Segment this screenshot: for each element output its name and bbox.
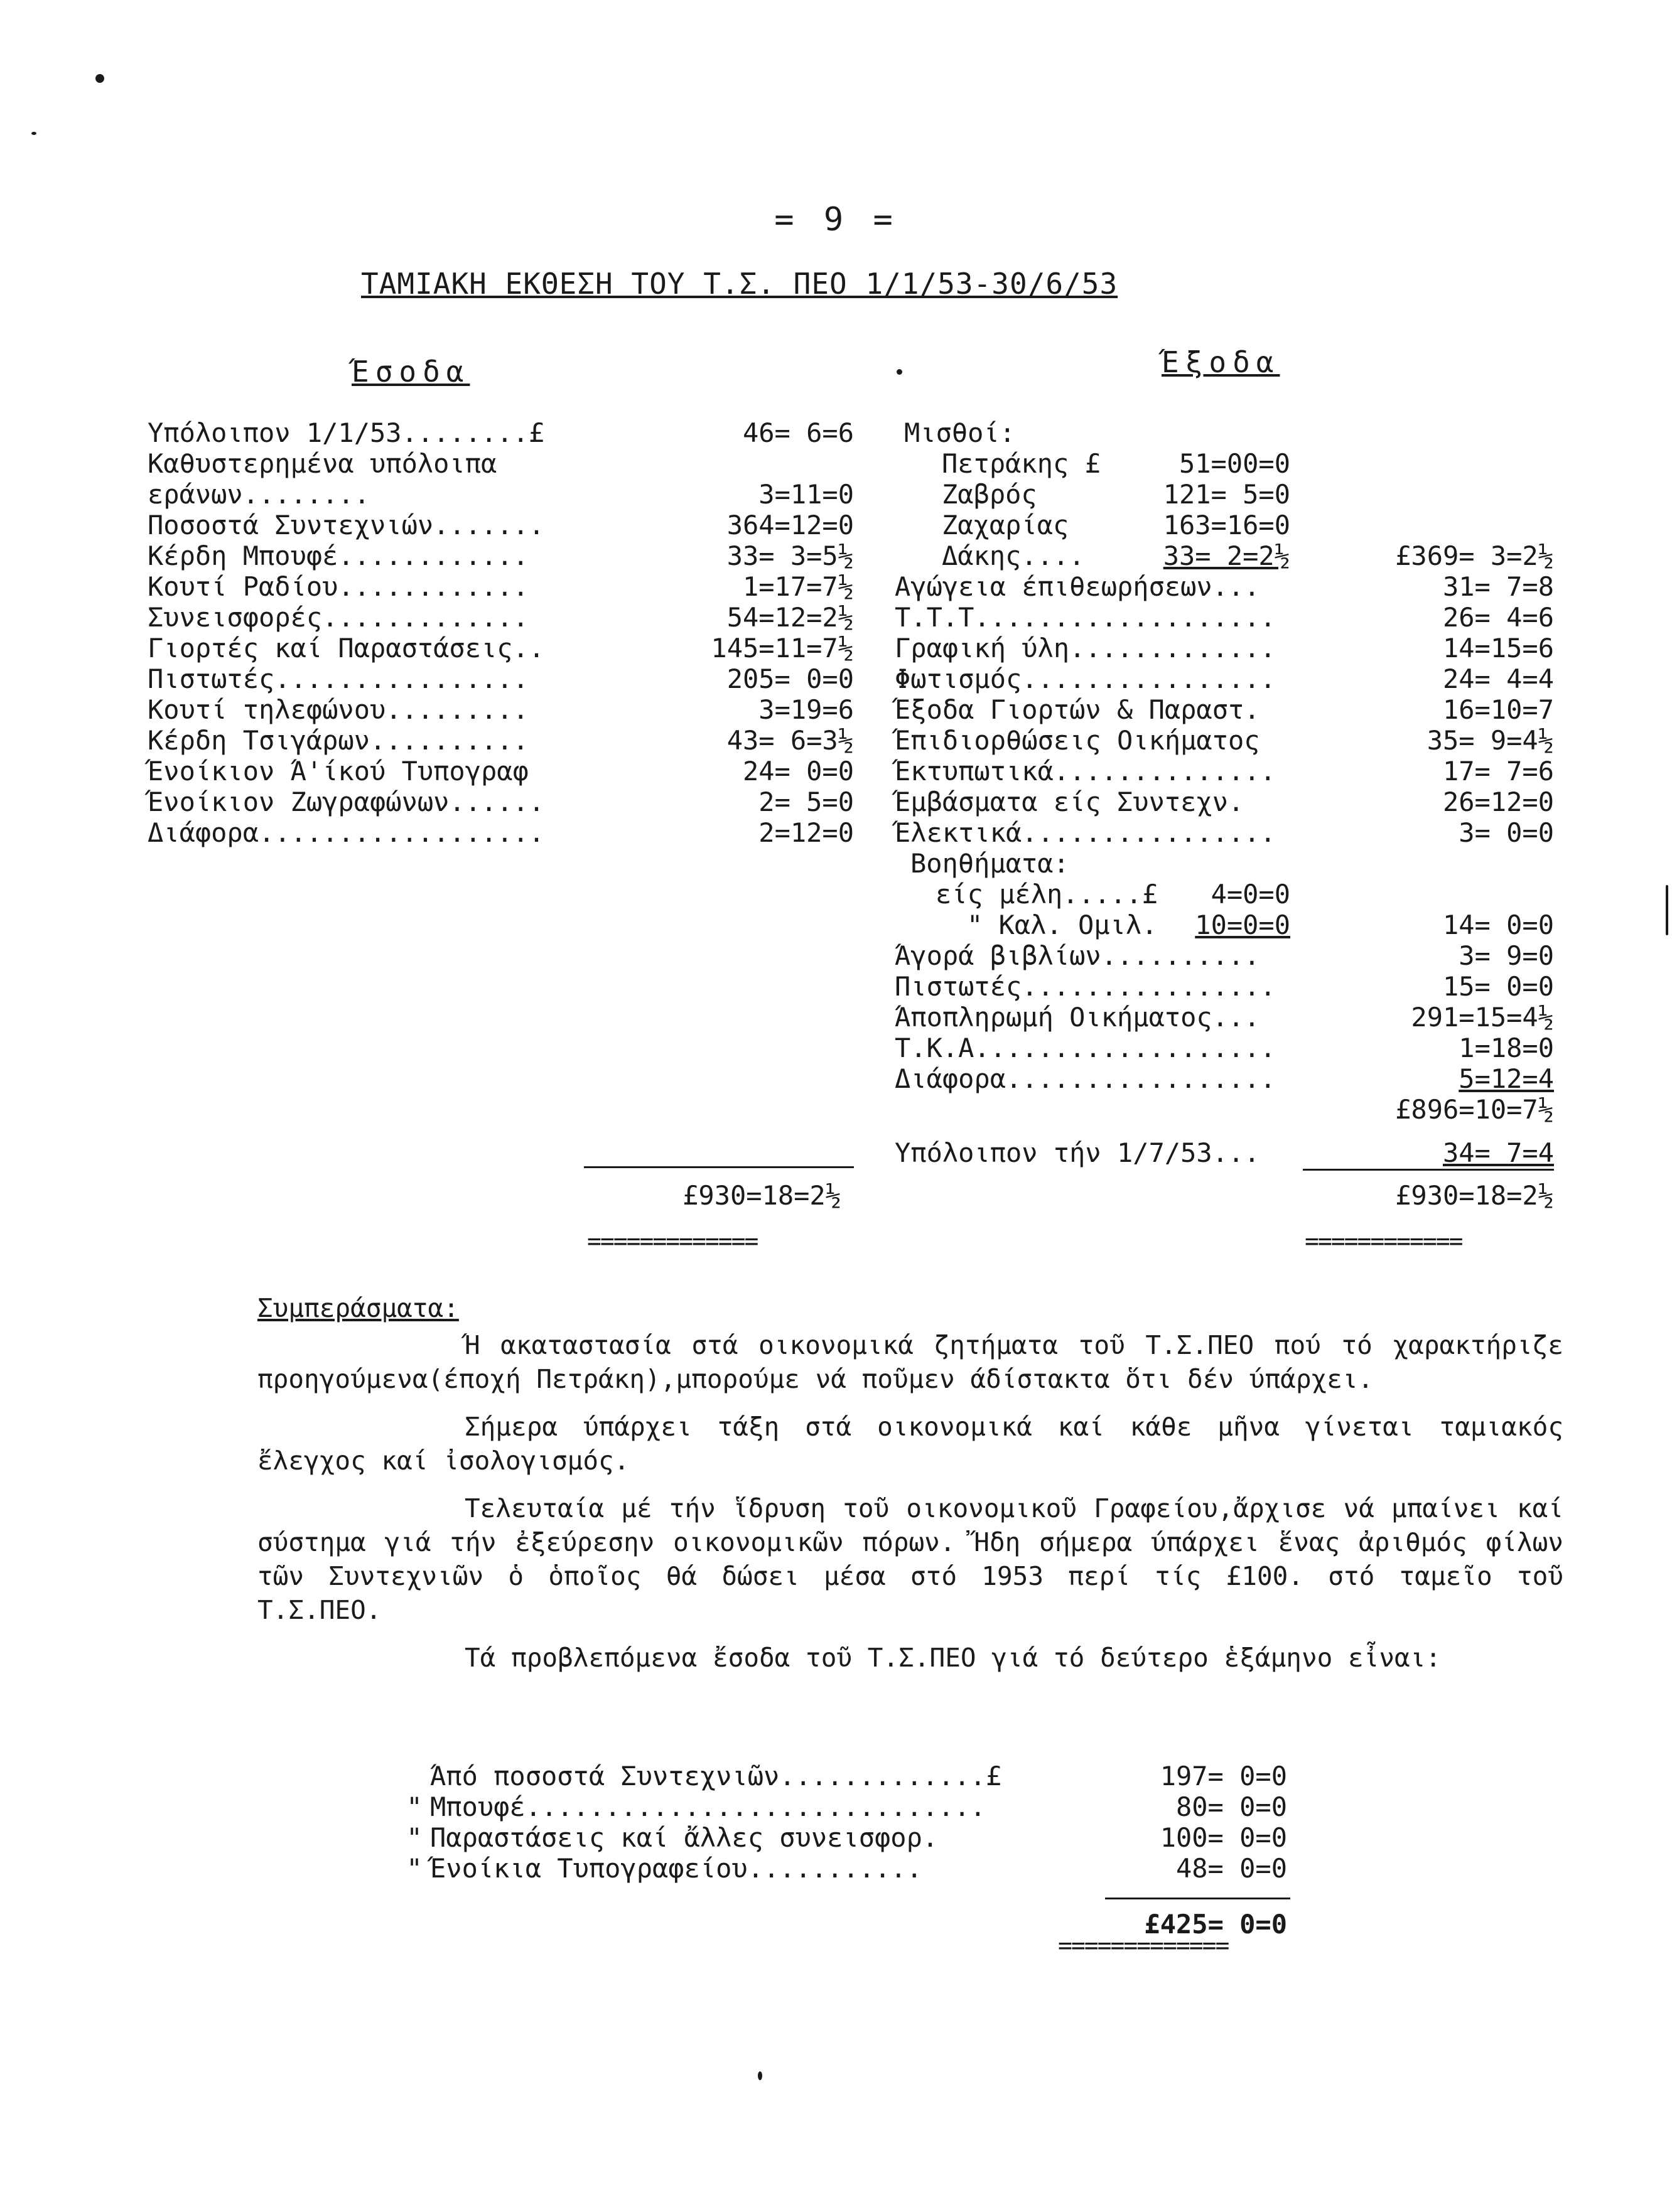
expense-row-amount: 26= 4=6 [1442,602,1554,633]
expense-row [895,1033,1560,1063]
expense-row [895,971,1560,1002]
income-row [148,817,857,848]
expense-row [895,633,1560,663]
income-row-label: Ποσοστά Συντεχνιών....... [148,510,545,540]
expected-double-rule: ============= [1058,1931,1229,1959]
expense-row [895,756,1560,787]
income-row [148,479,857,510]
expense-row-amount: 291=15=4½ [1411,1002,1554,1033]
expected-row-amount: 197= 0=0 [1160,1761,1287,1791]
expense-row-label: Άγορά βιβλίων.......... [895,940,1260,971]
expense-row-amount: 26=12=0 [1442,787,1554,817]
conclusions-heading: Συμπεράσματα: [257,1293,459,1323]
expected-total: £425= 0=0 [1144,1909,1287,1940]
expense-row [895,694,1560,725]
expense-row [895,1002,1560,1033]
income-row-amount: 2=12=0 [758,817,854,848]
expected-row-label: Παραστάσεις καί ἄλλες συνεισφορ. [430,1822,939,1853]
conclusion-paragraph-1: Ή ακαταστασία στά οικονομικά ζητήματα τοῦ Τ.Σ.ΠΕΟ πού τό χαρακτήριζε προηγούμενα(έποχή Πετράκη),μπορούμε νά ποῦμεν άδίστακτα ὅτι δέν ύπάρχει. [257,1330,1563,1394]
income-row [148,417,857,448]
expected-row-label: Μπουφέ............................. [430,1791,986,1822]
expense-row-amount: 3= 9=0 [1459,940,1554,971]
income-row [148,725,857,756]
ditto-mark: " [406,1791,423,1822]
income-row [148,663,857,694]
income-double-rule: ============= [587,1227,758,1255]
aid-row [895,879,1560,910]
expense-row [895,817,1560,848]
salary-row-amount: 121= 5=0 [1163,479,1290,510]
income-row-label: Κέρδη Μπουφέ............ [148,540,529,571]
salary-row-amount: 163=16=0 [1163,510,1290,540]
income-row-label: εράνων........ [148,479,370,510]
income-row-amount: 205= 0=0 [726,663,854,694]
income-row-label: Κουτί τηλεφώνου......... [148,694,529,725]
expense-row-amount: 5=12=4 [1459,1063,1554,1094]
expense-row-label: Έλεκτικά................ [895,817,1276,848]
conclusion-paragraph-4: Τά προβλεπόμενα ἔσοδα τοῦ Τ.Σ.ΠΕΟ γιά τό δεύτερο ἑξάμηνο εἶναι: [465,1643,1442,1673]
expense-row-label: Γραφική ύλη............. [895,633,1276,663]
income-row-label: Κουτί Ραδίου............ [148,571,529,602]
expense-row [895,571,1560,602]
income-row-label: Κέρδη Τσιγάρων.......... [148,725,529,756]
income-row-amount: 54=12=2½ [726,602,854,633]
aid-row [895,910,1560,940]
page-title: ΤΑΜΙΑΚΗ ΕΚΘΕΣΗ ΤΟΥ Τ.Σ. ΠΕΟ 1/1/53-30/6/53 [361,267,1118,301]
expense-row-label: Αγώγεια έπιθεωρήσεων... [895,571,1260,602]
expenses-subtotal: £896=10=7½ [1395,1094,1554,1125]
income-row [148,602,857,633]
salary-row-amount: 33= 2=2½ [1163,540,1290,571]
balance-label: Υπόλοιπον τήν 1/7/53... [895,1137,1260,1168]
salaries-label: Μισθοί: [904,417,1016,448]
expense-row [895,787,1560,817]
salary-row [895,479,1560,510]
expense-row-label: Έκτυπωτικά.............. [895,756,1276,787]
expected-row-amount: 100= 0=0 [1160,1822,1287,1853]
expense-row-amount: 3= 0=0 [1459,817,1554,848]
expense-row-amount: 24= 4=4 [1442,663,1554,694]
scan-speck [31,132,36,135]
salary-row [895,510,1560,540]
expense-row-amount: 31= 7=8 [1442,571,1554,602]
expense-row-amount: 1=18=0 [1459,1033,1554,1063]
expense-row [895,1063,1560,1094]
income-row [148,510,857,540]
income-row-amount: 145=11=7½ [711,633,854,663]
expense-row-amount: 14=15=6 [1442,633,1554,663]
scan-speck [95,74,104,83]
income-row-label: Καθυστερημένα υπόλοιπα [148,448,497,479]
income-row-label: Συνεισφορές............. [148,602,529,633]
expense-row [895,725,1560,756]
income-row-amount: 46= 6=6 [742,417,854,448]
expense-row-label: Έπιδιορθώσεις Οικήματος [895,725,1260,756]
expected-row-label: Άπό ποσοστά Συντεχνιῶν.............£ [430,1761,1002,1791]
income-row-amount: 3=11=0 [758,479,854,510]
scan-speck [758,2071,762,2080]
income-row [148,756,857,787]
aid-row-label: " Καλ. Ομιλ. [967,910,1158,940]
expense-row-amount: 16=10=7 [1442,694,1554,725]
conclusion-paragraph-3: Τελευταία μέ τήν ἵδρυση τοῦ οικονομικοῦ Γραφείου,ἄρχισε νά μπαίνει καί σύστημα γιά τήν ἐξεύρεσην οικονομικῶν πόρων. Ἤδη σήμερα ύπάρχει ἕνας ἀριθμός φίλων τῶν Συντεχνιῶν ὁ ὁποῖος θά δώσει μέσα στό 1953 περί τίς £100. στό ταμεῖο τοῦ Τ.Σ.ΠΕΟ. [257,1493,1563,1625]
expense-row-amount: 15= 0=0 [1442,971,1554,1002]
salary-row [895,540,1560,571]
expected-total-rule [1105,1898,1290,1899]
salary-row-label: Ζαβρός [942,479,1037,510]
income-row-label: Υπόλοιπον 1/1/53........£ [148,417,545,448]
expense-row-label: Έξοδα Γιορτών & Παραστ. [895,694,1260,725]
income-table [148,417,857,848]
income-row [148,787,857,817]
aid-row-amount: 10=0=0 [1195,910,1290,940]
salary-row-amount: 51=00=0 [1178,448,1290,479]
expenses-heading: Έξοδα [1162,345,1280,379]
expense-row-label: Φωτισμός................ [895,663,1276,694]
salaries-total: £369= 3=2½ [1395,540,1554,571]
expense-row-label: Τ.Τ.Τ................... [895,602,1276,633]
expense-row-label: Άποπληρωμή Οικήματος... [895,1002,1260,1033]
income-row [148,448,857,479]
salary-row-label: Δάκης.... [942,540,1085,571]
balance-amount: 34= 7=4 [1442,1137,1554,1168]
conclusions-section [257,1293,1563,1689]
income-total: £930=18=2½ [682,1180,841,1211]
income-row [148,633,857,663]
expense-row-amount: 17= 7=6 [1442,756,1554,787]
expense-row [895,602,1560,633]
expense-row-label: Έμβάσματα είς Συντεχν. [895,787,1244,817]
ditto-mark: " [406,1822,423,1853]
income-heading: Έσοδα [352,355,470,389]
expense-row [895,940,1560,971]
expected-row-label: Ένοίκια Τυπογραφείου........... [430,1853,922,1884]
aid-row-label: είς μέλη.....£ [936,879,1158,910]
aid-label: Βοηθήματα: [910,848,1069,879]
expense-row-label: Τ.Κ.Α................... [895,1033,1276,1063]
ditto-mark: " [406,1853,423,1884]
income-row [148,694,857,725]
scan-speck [897,369,902,375]
income-row-amount: 1=17=7½ [742,571,854,602]
expenses-total-rule [1303,1169,1554,1171]
income-row [148,540,857,571]
expected-row-amount: 80= 0=0 [1175,1791,1287,1822]
aid-total: 14= 0=0 [1442,910,1554,940]
salary-row [895,448,1560,479]
expected-row-amount: 48= 0=0 [1175,1853,1287,1884]
scan-speck [1666,885,1668,935]
income-row-label: Πιστωτές................ [148,663,529,694]
expense-row-label: Πιστωτές................ [895,971,1276,1002]
income-row-amount: 33= 3=5½ [726,540,854,571]
page-number: = 9 = [774,201,898,239]
income-row-amount: 2= 5=0 [758,787,854,817]
income-total-rule [584,1166,854,1168]
expense-row [895,663,1560,694]
income-row-label: Ένοίκιον Ά'ίκού Τυπογραφ [148,756,529,787]
salary-row-label: Ζαχαρίας [942,510,1069,540]
income-row-label: Διάφορα.................. [148,817,545,848]
income-row-label: Γιορτές καί Παραστάσεις.. [148,633,545,663]
income-row [148,571,857,602]
expense-row-label: Διάφορα................. [895,1063,1276,1094]
conclusion-paragraph-2: Σήμερα ύπάρχει τάξη στά οικονομικά καί κάθε μῆνα γίνεται ταμιακός ἔλεγχος καί ἰσολογισμός. [257,1412,1563,1476]
income-row-amount: 43= 6=3½ [726,725,854,756]
expense-row-amount: 35= 9=4½ [1427,725,1554,756]
income-row-label: Ένοίκιον Ζωγραφώνων...... [148,787,545,817]
expenses-double-rule: ============ [1305,1227,1462,1255]
expenses-total: £930=18=2½ [1395,1180,1554,1211]
aid-row-amount: 4=0=0 [1211,879,1290,910]
income-row-amount: 364=12=0 [726,510,854,540]
income-row-amount: 24= 0=0 [742,756,854,787]
income-row-amount: 3=19=6 [758,694,854,725]
salary-row-label: Πετράκης £ [942,448,1101,479]
expenses-table [895,417,1560,1168]
